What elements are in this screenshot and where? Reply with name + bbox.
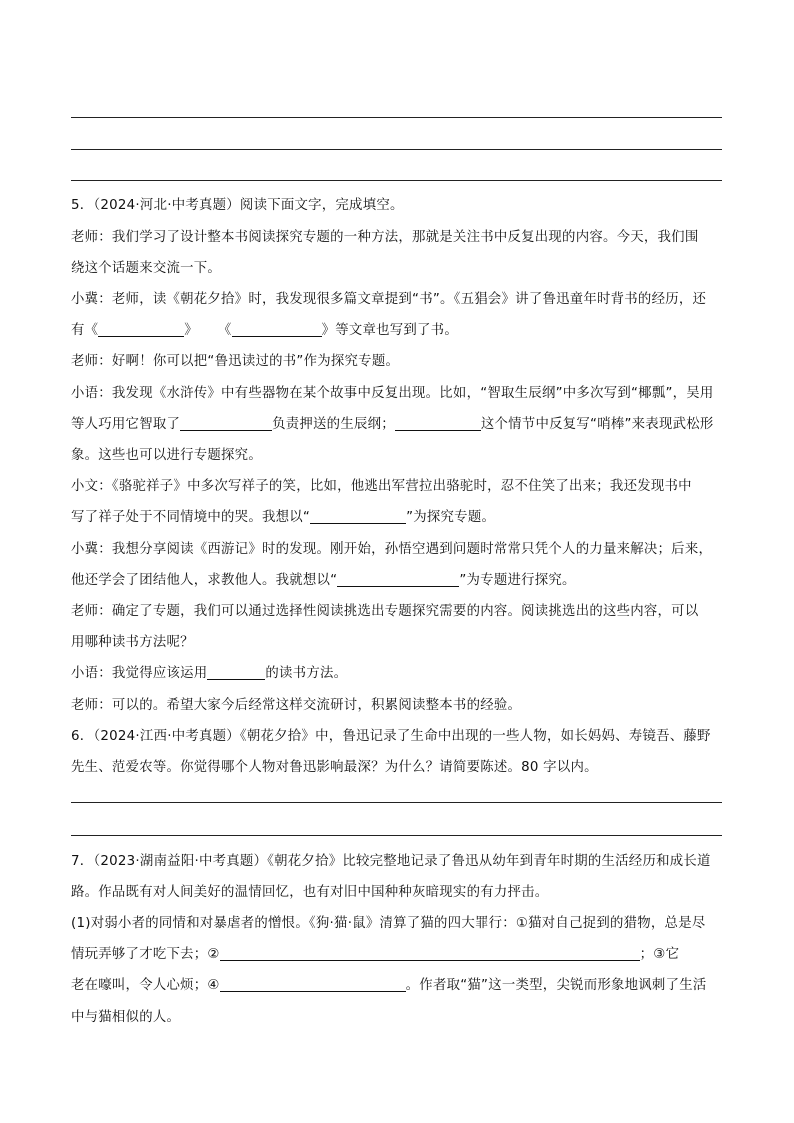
answer-line-2[interactable] — [71, 149, 722, 150]
q7-sub1-line-4: 中与猫相似的人。 — [71, 1010, 181, 1025]
q5-xiaowen-line-1: 小文：《骆驼祥子》中多次写祥子的笑，比如，他逃出军营拉出骆驼时，忍不住笑了出来；我还发现书中 — [71, 479, 692, 494]
blank-reading-method[interactable] — [207, 665, 265, 680]
q5-xiaoyu-line-1: 小语：我发现《水浒传》中有些器物在某个故事中反复出现。比如，“智取生辰纲”中多次写到“椰瓢”，吴用 — [71, 386, 714, 401]
q5-xiaoyu2-line: 小语：我觉得应该运用 的读书方法。 — [71, 666, 348, 681]
q5-xiaoji2-line-1: 小冀：我想分享阅读《西游记》时的发现。刚开始，孙悟空遇到问题时常常只凭个人的力量来解决；后来， — [71, 542, 713, 557]
blank-episode[interactable] — [395, 416, 481, 431]
q5-teacher4-line-1: 老师：确定了专题，我们可以通过选择性阅读挑选出专题探究需要的内容。阅读挑选出的这些内容，可以 — [71, 604, 699, 619]
q6-answer-line-1[interactable] — [71, 802, 722, 803]
blank-topic-1[interactable] — [310, 509, 406, 524]
q7-sub1-line-3: 老在嚎叫，令人心烦；④ 。作者取“猫”这一类型，尖锐而形象地讽刺了生活 — [71, 978, 707, 993]
blank-crime-2[interactable] — [220, 946, 640, 961]
q5-teacher-line-1: 老师：我们学习了设计整本书阅读探究专题的一种方法，那就是关注书中反复出现的内容。今天，我们围 — [71, 230, 699, 245]
blank-topic-2[interactable] — [337, 572, 459, 587]
q5-xiaoyu-line-2: 等人巧用它智取了 负责押送的生辰纲； 这个情节中反复写“哨棒”来表现武松形 — [71, 417, 714, 432]
blank-crime-4[interactable] — [220, 977, 406, 992]
answer-line-3[interactable] — [71, 180, 722, 181]
q5-xiaoji2-line-2: 他还学会了团结他人，求教他人。我就想以“ ”为专题进行探究。 — [71, 573, 576, 588]
q5-teacher5-line: 老师：可以的。希望大家今后经常这样交流研讨，积累阅读整本书的经验。 — [71, 698, 522, 713]
q5-xiaoji-line-1: 小冀：老师，读《朝花夕拾》时，我发现很多篇文章提到“书”。《五猖会》讲了鲁迅童年时背书的经历，还 — [71, 292, 707, 307]
q5-xiaowen-line-2: 写了祥子处于不同情境中的哭。我想以“ ”为探究专题。 — [71, 510, 496, 525]
q7-line-1: 7．（2023·湖南益阳·中考真题）《朝花夕拾》比较完整地记录了鲁迅从幼年到青年时期的生活经历和成长道 — [71, 854, 711, 869]
q7-line-2: 路。作品既有对人间美好的温情回忆，也有对旧中国种种灰暗现实的有力抨击。 — [71, 885, 549, 900]
blank-person[interactable] — [180, 416, 272, 431]
q5-teacher4-line-2: 用哪种读书方法呢？ — [71, 635, 194, 650]
blank-book-title-1[interactable] — [98, 322, 184, 337]
q7-sub1-line-2: 情玩弄够了才吃下去；② ；③它 — [71, 947, 680, 962]
q6-answer-line-2[interactable] — [71, 835, 722, 836]
q5-header: 5．（2024·河北·中考真题）阅读下面文字，完成填空。 — [71, 198, 404, 213]
q6-line-1: 6．（2024·江西·中考真题）《朝花夕拾》中，鲁迅记录了生命中出现的一些人物，如长妈妈、寿镜吾、藤野 — [71, 729, 711, 744]
q5-xiaoji-line-2: 有《 》 《 》等文章也写到了书。 — [71, 323, 458, 338]
q5-teacher-line-3: 老师：好啊！你可以把“鲁迅读过的书”作为探究专题。 — [71, 354, 400, 369]
blank-book-title-2[interactable] — [232, 322, 322, 337]
q7-sub1-line-1: (1)对弱小者的同情和对暴虐者的憎恨。《狗·猫·鼠》清算了猫的四大罪行：①猫对自己捉到的猎物，总是尽 — [71, 916, 706, 931]
answer-line-1[interactable] — [71, 117, 722, 118]
q6-line-2: 先生、范爱农等。你觉得哪个人物对鲁迅影响最深？为什么？请简要陈述。80 字以内。 — [71, 760, 598, 775]
q5-teacher-line-2: 绕这个话题来交流一下。 — [71, 261, 222, 276]
q5-xiaoyu-line-3: 象。这些也可以进行专题探究。 — [71, 448, 262, 463]
